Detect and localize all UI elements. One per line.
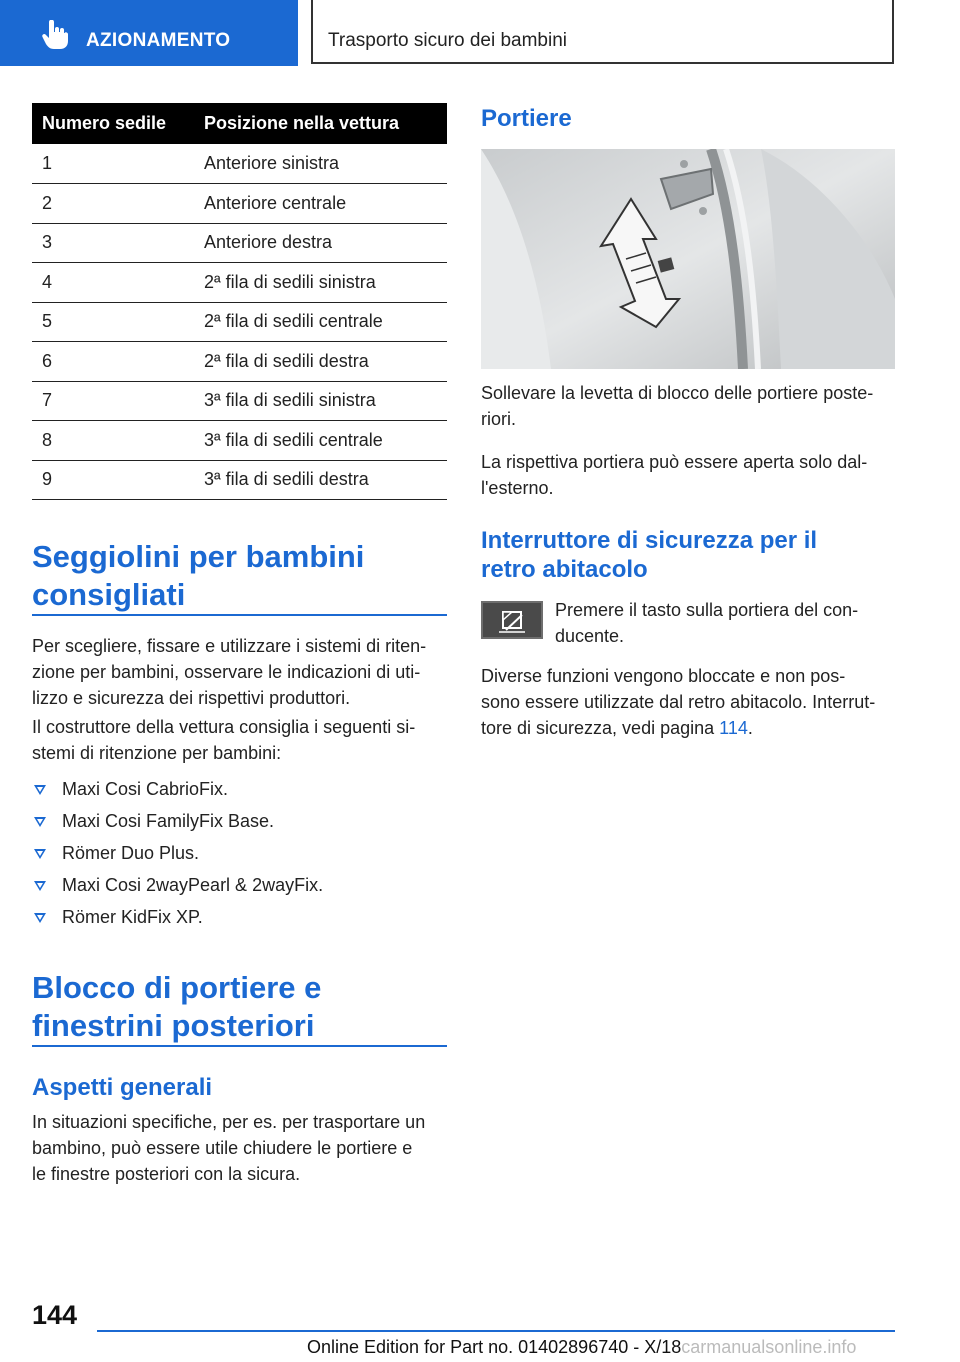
column-header-position: Posizione nella vettura: [194, 103, 447, 144]
text-line: Per scegliere, fissare e utilizzare i sistemi di riten-: [32, 636, 427, 656]
text-line: lizzo e sicurezza dei rispettivi produttori.: [32, 688, 351, 708]
doors-note: [481, 449, 867, 501]
seat-position: 3ª fila di sedili destra: [194, 460, 447, 500]
text-line: zione per bambini, osservare le indicazioni di uti-: [32, 662, 421, 682]
bullet-triangle-icon: [34, 849, 46, 859]
seat-position: 3ª fila di sedili sinistra: [194, 381, 447, 421]
general-paragraph: [32, 1109, 425, 1187]
section-tab: [0, 0, 298, 66]
bullet-triangle-icon: [34, 913, 46, 923]
doors-instruction: [481, 380, 873, 432]
column-header-seat-number: Numero sedile: [32, 103, 194, 144]
list-item: [32, 773, 323, 805]
text-line: Premere il tasto sulla portiera del con-: [555, 600, 859, 620]
list-item: [32, 805, 323, 837]
heading-line: consigliati: [32, 577, 186, 612]
table-row: [32, 460, 447, 500]
bullet-triangle-icon: [34, 785, 46, 795]
list-item-text: Römer Duo Plus.: [62, 843, 200, 863]
seat-position: Anteriore destra: [194, 223, 447, 263]
pointing-hand-icon: [42, 20, 68, 50]
table-row: [32, 184, 447, 224]
list-item: [32, 901, 323, 933]
list-item-text: Maxi Cosi FamilyFix Base.: [62, 811, 275, 831]
seat-position: 3ª fila di sedili centrale: [194, 421, 447, 461]
seat-position: Anteriore centrale: [194, 184, 447, 224]
table-row: [32, 342, 447, 382]
heading-line: Blocco di portiere e: [32, 970, 322, 1005]
seat-position: 2ª fila di sedili destra: [194, 342, 447, 382]
text-line: Sollevare la levetta di blocco delle portiere poste-: [481, 383, 874, 403]
page-title: Trasporto sicuro dei bambini: [328, 30, 568, 51]
child-seat-list: [32, 773, 323, 933]
text-line: stemi di ritenzione per bambini:: [32, 743, 282, 763]
switch-instruction: [555, 597, 858, 649]
seat-number: 7: [32, 381, 194, 421]
seat-number: 4: [32, 263, 194, 303]
section-label: AZIONAMENTO: [86, 30, 231, 51]
bullet-triangle-icon: [34, 817, 46, 827]
seat-number: 1: [32, 144, 194, 184]
table-row: [32, 223, 447, 263]
watermark-text: carmanualsonline.info: [681, 1337, 857, 1357]
seat-number: 6: [32, 342, 194, 382]
heading-line: Seggiolini per bambini: [32, 539, 365, 574]
heading-child-seats: [32, 538, 364, 614]
seat-position: 2ª fila di sedili centrale: [194, 302, 447, 342]
table-header-row: [32, 103, 447, 144]
subheading-general: Aspetti generali: [32, 1074, 213, 1101]
subheading-doors: Portiere: [481, 105, 572, 132]
list-item-text: Maxi Cosi 2wayPearl & 2wayFix.: [62, 875, 324, 895]
text-line: le finestre posteriori con la sicura.: [32, 1164, 301, 1184]
page-header: [311, 0, 894, 64]
table-row: [32, 144, 447, 184]
table-row: [32, 302, 447, 342]
table-row: [32, 263, 447, 303]
text-line: l'esterno.: [481, 478, 554, 498]
text-line: La rispettiva portiera può essere aperta solo dal-: [481, 452, 868, 472]
text-line: sono essere utilizzate dal retro abitacolo. Interrut-: [481, 692, 876, 712]
footer-edition: [307, 1337, 856, 1358]
list-item-text: Römer KidFix XP.: [62, 907, 203, 927]
table-row: [32, 421, 447, 461]
switch-description: [481, 663, 875, 741]
text-line: In situazioni specifiche, per es. per trasportare un: [32, 1112, 426, 1132]
seat-position-table: [32, 103, 447, 500]
table-row: [32, 381, 447, 421]
seat-position: Anteriore sinistra: [194, 144, 447, 184]
heading-rule: [32, 614, 447, 616]
seat-number: 2: [32, 184, 194, 224]
heading-door-window-lock: [32, 969, 321, 1045]
text-line: riori.: [481, 409, 516, 429]
page-number: 144: [32, 1300, 78, 1330]
child-seat-intro: [32, 633, 426, 711]
seat-number: 5: [32, 302, 194, 342]
edition-text: Online Edition for Part no. 01402896740 - X/18: [307, 1337, 682, 1357]
heading-line: finestrini posteriori: [32, 1008, 315, 1043]
list-item-text: Maxi Cosi CabrioFix.: [62, 779, 229, 799]
text-line: tore di sicurezza, vedi pagina: [481, 718, 720, 738]
list-item: [32, 837, 323, 869]
text-line: bambino, può essere utile chiudere le portiere e: [32, 1138, 413, 1158]
bullet-triangle-icon: [34, 881, 46, 891]
heading-rule: [32, 1045, 447, 1047]
footer-rule: [97, 1330, 895, 1332]
seat-position: 2ª fila di sedili sinistra: [194, 263, 447, 303]
text-punctuation: .: [747, 718, 753, 738]
text-line: Diverse funzioni vengono bloccate e non pos-: [481, 666, 846, 686]
text-line: ducente.: [555, 626, 625, 646]
window-lock-button-icon: [481, 601, 543, 639]
list-item: [32, 869, 323, 901]
seat-number: 9: [32, 460, 194, 500]
seat-number: 8: [32, 421, 194, 461]
door-lock-illustration: [481, 149, 895, 369]
subheading-safety-switch: [481, 526, 817, 584]
heading-line: retro abitacolo: [481, 556, 648, 583]
text-line: Il costruttore della vettura consiglia i seguenti si-: [32, 717, 416, 737]
heading-line: Interruttore di sicurezza per il: [481, 527, 818, 554]
seat-number: 3: [32, 223, 194, 263]
page-reference-link[interactable]: 114: [719, 718, 748, 738]
child-seat-recommendation: [32, 714, 415, 766]
